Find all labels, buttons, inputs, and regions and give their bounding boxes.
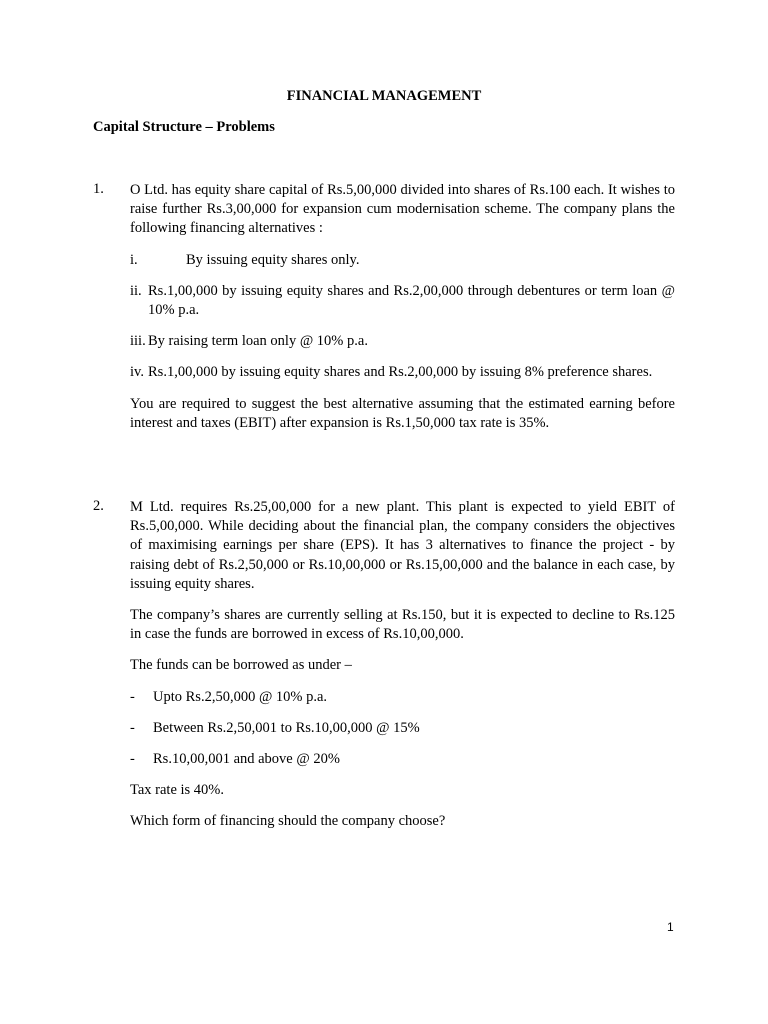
borrowing-tier-1-text: Upto Rs.2,50,000 @ 10% p.a. <box>153 688 328 705</box>
borrowing-tier-3-text: Rs.10,00,001 and above @ 20% <box>153 751 340 768</box>
borrowing-tier-3-mark: - <box>130 751 135 768</box>
document-title: FINANCIAL MANAGEMENT <box>286 88 482 104</box>
document-subtitle: Capital Structure – Problems <box>93 119 275 135</box>
problem-1 <box>93 181 675 433</box>
alternative-ii <box>130 282 675 320</box>
alternative-iv <box>130 363 675 382</box>
problem-1-number: 1. <box>93 181 104 197</box>
problem-2-question: Which form of financing should the company choose? <box>130 813 446 830</box>
borrowing-tier-3 <box>130 750 675 769</box>
problem-1-intro: O Ltd. has equity share capital of Rs.5,00,000 divided into shares of Rs.100 each. It wishes to raise further Rs.3,00,000 for expansion cum modernisation scheme. The company plans the following financing alternatives : <box>130 182 675 237</box>
problem-2-intro: M Ltd. requires Rs.25,00,000 for a new plant. This plant is expected to yield EBIT of Rs.5,00,000. While deciding about the financial plan, the company considers the objectives of maximising earnings per share (EPS). It has 3 alternatives to finance the project - by raising debt of Rs.2,50,000 or Rs.10,00,000 or Rs.15,00,000 and the balance in each case, by issuing equity shares. <box>130 499 675 592</box>
alternative-ii-mark: ii. <box>130 282 142 299</box>
problem-1-question: You are required to suggest the best alternative assuming that the estimated earning before interest and taxes (EBIT) after expansion is Rs.1,50,000 tax rate is 35%. <box>130 395 675 431</box>
alternative-iv-text: Rs.1,00,000 by issuing equity shares and Rs.2,00,000 by issuing 8% preference shares. <box>148 364 653 381</box>
alternative-iv-mark: iv. <box>130 364 144 381</box>
borrowing-tier-2 <box>130 719 675 738</box>
alternative-ii-text: Rs.1,00,000 by issuing equity shares and Rs.2,00,000 through debentures or term loan @ 10% p.a. <box>148 282 675 319</box>
problem-2-borrow-intro: The funds can be borrowed as under – <box>130 657 352 674</box>
alternative-iii-mark: iii. <box>130 333 146 350</box>
problem-2-number: 2. <box>93 498 104 514</box>
problem-2-share-price: The company’s shares are currently selling at Rs.150, but it is expected to decline to Rs.125 in case the funds are borrowed in excess of Rs.10,00,000. <box>130 607 675 643</box>
alternative-i-text: By issuing equity shares only. <box>186 251 360 268</box>
borrowing-tier-1 <box>130 688 675 707</box>
page-number: 1 <box>667 920 674 934</box>
alternative-i-mark: i. <box>130 251 138 268</box>
alternative-i <box>130 251 675 270</box>
borrowing-tier-2-text: Between Rs.2,50,001 to Rs.10,00,000 @ 15% <box>153 719 420 736</box>
alternative-iii-text: By raising term loan only @ 10% p.a. <box>148 333 368 350</box>
problem-2-tax: Tax rate is 40%. <box>130 782 225 799</box>
borrowing-tier-1-mark: - <box>130 688 135 705</box>
alternative-iii <box>130 332 675 351</box>
borrowing-tier-2-mark: - <box>130 719 135 736</box>
problem-2 <box>93 498 675 832</box>
